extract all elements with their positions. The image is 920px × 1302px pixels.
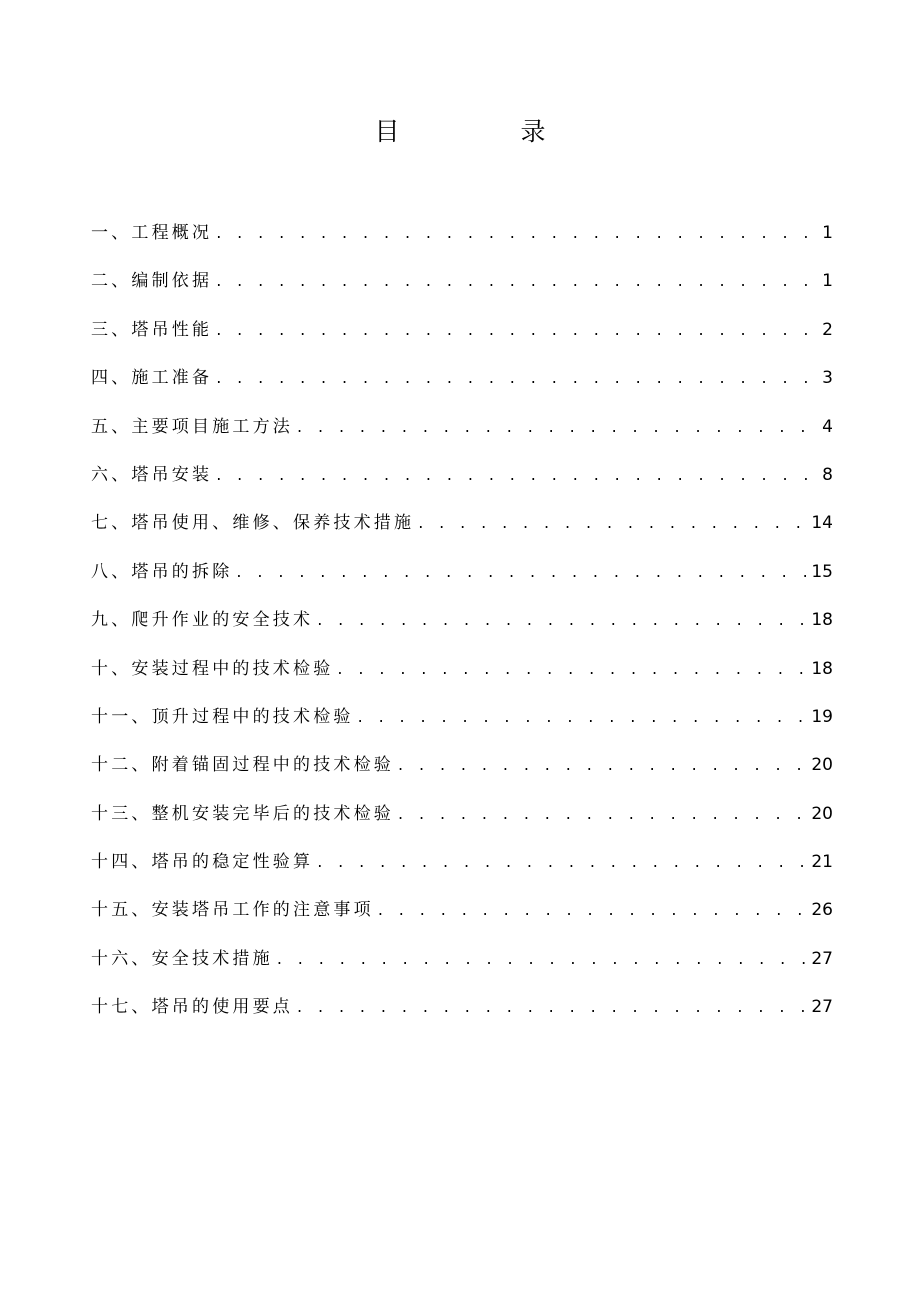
toc-dot-leader	[297, 997, 807, 1016]
toc-entry-label: 十三、整机安装完毕后的技术检验	[91, 803, 394, 824]
toc-entry-page: 27	[811, 997, 833, 1018]
toc-entry-label: 六、塔吊安装	[91, 464, 213, 485]
toc-entry-7[interactable]	[91, 508, 833, 556]
toc-entry-1[interactable]	[91, 218, 833, 266]
toc-dot-leader	[216, 320, 818, 339]
toc-entry-5[interactable]	[91, 412, 833, 460]
toc-entry-label: 五、主要项目施工方法	[91, 416, 293, 437]
toc-dot-leader	[236, 562, 807, 581]
toc-dot-leader	[216, 368, 818, 387]
toc-dot-leader	[317, 852, 807, 871]
toc-dot-leader	[216, 223, 818, 242]
toc-entry-page: 27	[811, 948, 833, 969]
toc-entry-3[interactable]	[91, 315, 833, 363]
toc-entry-6[interactable]	[91, 460, 833, 508]
toc-dot-leader	[216, 271, 818, 290]
toc-entry-page: 14	[811, 513, 833, 534]
toc-entry-page: 2	[822, 319, 833, 340]
toc-entry-14[interactable]	[91, 847, 833, 895]
toc-entry-page: 8	[822, 464, 833, 485]
toc-entry-label: 八、塔吊的拆除	[91, 561, 233, 582]
toc-dot-leader	[378, 900, 808, 919]
table-of-contents	[91, 218, 833, 1041]
toc-entry-2[interactable]	[91, 266, 833, 314]
toc-entry-11[interactable]	[91, 702, 833, 750]
toc-entry-page: 3	[822, 368, 833, 389]
toc-entry-page: 1	[822, 271, 833, 292]
toc-entry-label: 十、安装过程中的技术检验	[91, 658, 334, 679]
toc-entry-label: 十六、安全技术措施	[91, 948, 273, 969]
toc-entry-page: 4	[822, 416, 833, 437]
toc-entry-10[interactable]	[91, 654, 833, 702]
toc-dot-leader	[337, 659, 807, 678]
toc-dot-leader	[216, 465, 818, 484]
toc-entry-label: 十七、塔吊的使用要点	[91, 997, 293, 1018]
toc-entry-label: 四、施工准备	[91, 368, 213, 389]
toc-entry-4[interactable]	[91, 363, 833, 411]
toc-entry-label: 一、工程概况	[91, 223, 213, 243]
toc-dot-leader	[418, 513, 807, 532]
toc-entry-label: 十四、塔吊的稳定性验算	[91, 852, 314, 873]
toc-entry-15[interactable]	[91, 895, 833, 943]
toc-dot-leader	[317, 610, 807, 629]
toc-entry-label: 三、塔吊性能	[91, 319, 213, 340]
toc-dot-leader	[297, 417, 818, 436]
toc-entry-label: 十二、附着锚固过程中的技术检验	[91, 755, 394, 776]
toc-entry-label: 二、编制依据	[91, 271, 213, 292]
toc-entry-12[interactable]	[91, 750, 833, 798]
toc-entry-label: 九、爬升作业的安全技术	[91, 610, 314, 631]
toc-entry-label: 十五、安装塔吊工作的注意事项	[91, 900, 374, 921]
toc-entry-page: 18	[811, 610, 833, 631]
toc-entry-label: 七、塔吊使用、维修、保养技术措施	[91, 513, 415, 534]
toc-entry-page: 21	[811, 852, 833, 873]
toc-entry-8[interactable]	[91, 557, 833, 605]
toc-entry-17[interactable]	[91, 992, 833, 1040]
toc-entry-page: 18	[811, 658, 833, 679]
toc-entry-16[interactable]	[91, 944, 833, 992]
toc-entry-page: 15	[811, 561, 833, 582]
toc-dot-leader	[398, 804, 807, 823]
toc-entry-13[interactable]	[91, 799, 833, 847]
toc-entry-9[interactable]	[91, 605, 833, 653]
toc-dot-leader	[277, 949, 808, 968]
toc-entry-label: 十一、顶升过程中的技术检验	[91, 706, 354, 727]
toc-entry-page: 19	[811, 706, 833, 727]
toc-dot-leader	[398, 755, 807, 774]
toc-entry-page: 1	[822, 223, 833, 243]
toc-entry-page: 26	[811, 900, 833, 921]
toc-entry-page: 20	[811, 803, 833, 824]
toc-entry-page: 20	[811, 755, 833, 776]
page-title: 目 录	[374, 117, 594, 146]
toc-dot-leader	[358, 707, 808, 726]
